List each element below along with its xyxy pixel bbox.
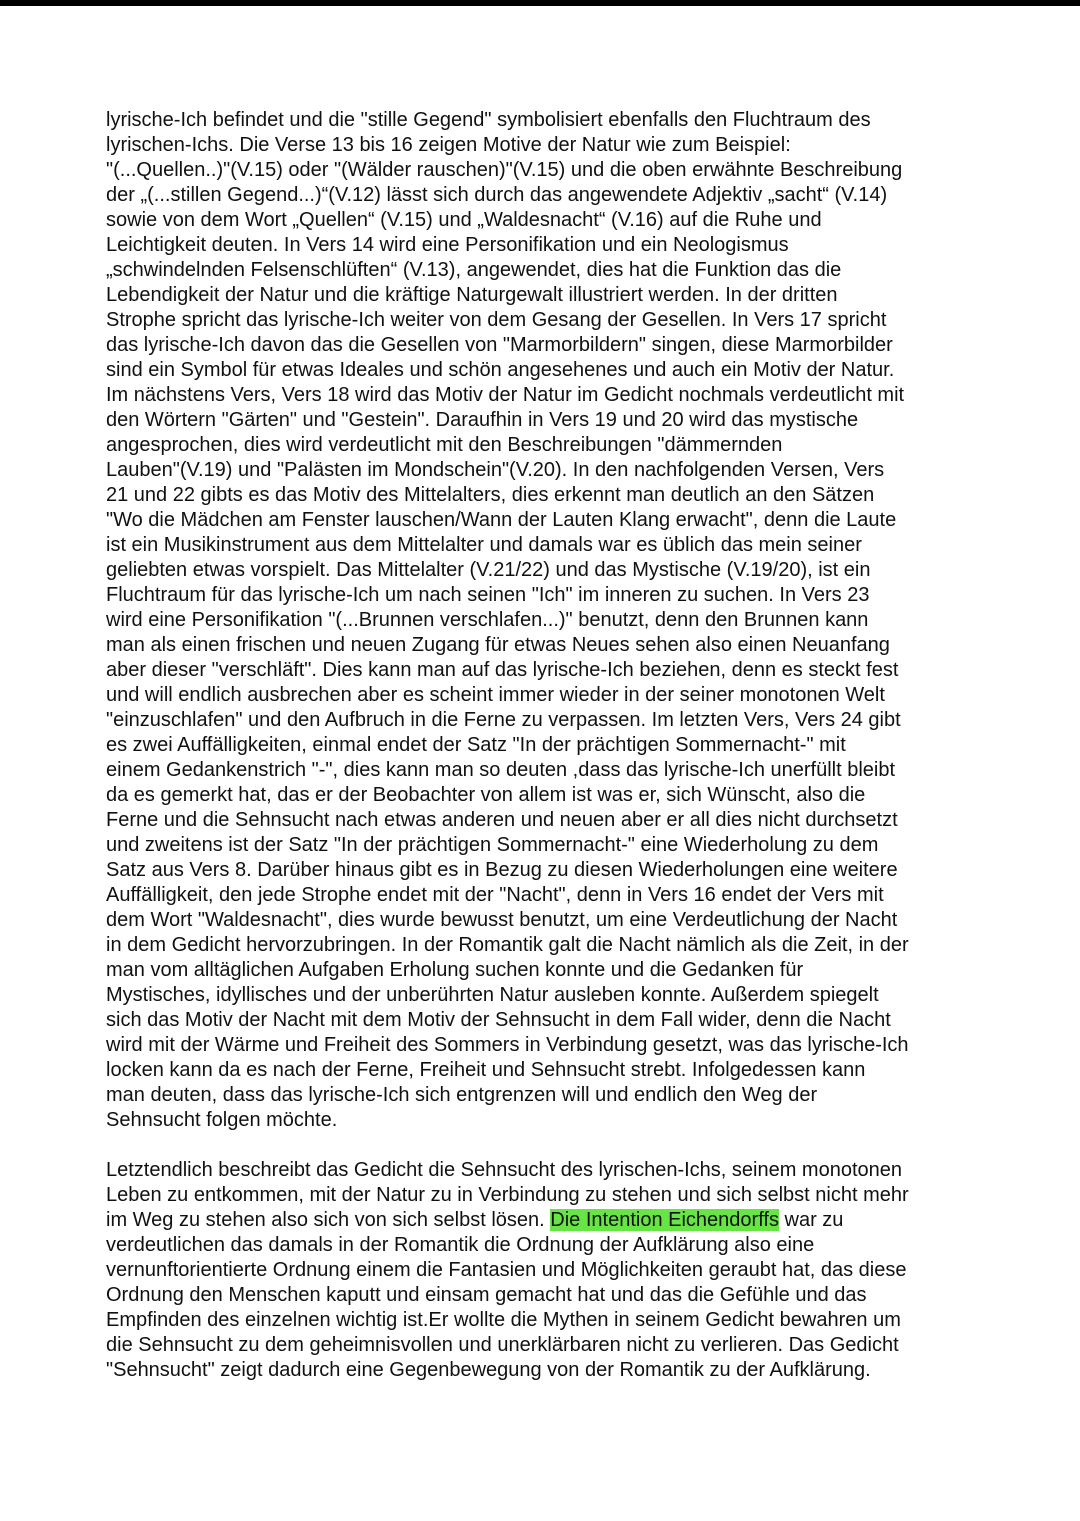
analysis-paragraph: lyrische-Ich befindet und die "stille Gegend" symbolisiert ebenfalls den Fluchtraum des lyrischen-Ichs. Die Verse 13 bis 16 zeigen Motive der Natur wie zum Beispiel: "(...Quellen..)"(V.15) oder "(Wälder rauschen)"(V.15) und die oben erwähnte Beschreibung der „(...stillen Gegend...)“(V.12) lässt sich durch das angewendete Adjektiv „sacht“ (V.14) sowie von dem Wort „Quellen“ (V.15) und „Waldesnacht“ (V.16) auf die Ruhe und Leichtigkeit deuten. In Vers 14 wird eine Personifikation und ein Neologismus „schwindelnden Felsenschlüften“ (V.13), angewendet, dies hat die Funktion das die Lebendigkeit der Natur und die kräftige Naturgewalt illustriert werden. In der dritten Strophe spricht das lyrische-Ich weiter von dem Gesang der Gesellen. In Vers 17 spricht das lyrische-Ich davon das die Gesellen von "Marmorbildern" singen, diese Marmorbilder sind ein Symbol für etwas Ideales und schön angesehenes und auch ein Motiv der Natur. Im nächstens Vers, Vers 18 wird das Motiv der Natur im Gedicht nochmals verdeutlicht mit den Wörtern "Gärten" und "Gestein". Daraufhin in Vers 19 und 20 wird das mystische angesprochen, dies wird verdeutlicht mit den Beschreibungen "dämmernden Lauben"(V.19) und "Palästen im Mondschein"(V.20). In den nachfolgenden Versen, Vers 21 und 22 gibts es das Motiv des Mittelalters, dies erkennt man deutlich an den Sätzen "Wo die Mädchen am Fenster lauschen/Wann der Lauten Klang erwacht", denn die Laute ist ein Musikinstrument aus dem Mittelalter und damals war es üblich das mein seiner geliebten etwas vorspielt. Das Mittelalter (V.21/22) und das Mystische (V.19/20), ist ein Fluchtraum für das lyrische-Ich um nach seinen "Ich" im inneren zu suchen. In Vers 23 wird eine Personifikation "(...Brunnen verschlafen...)" benutzt, denn den Brunnen kann man als einen frischen und neuen Zugang für etwas Neues sehen also einen Neuanfang aber dieser "verschläft". Dies kann man auf das lyrische-Ich beziehen, denn es steckt fest und will endlich ausbrechen aber es scheint immer wieder in der seiner monotonen Welt "einzuschlafen" und den Aufbruch in die Ferne zu verpassen. Im letzten Vers, Vers 24 gibt es zwei Auffälligkeiten, einmal endet der Satz "In der prächtigen Sommernacht-" mit einem Gedankenstrich "-", dies kann man so deuten ,dass das lyrische-Ich unerfüllt bleibt da es gemerkt hat, das er der Beobachter von allem ist was er, sich Wünscht, also die Ferne und die Sehnsucht nach etwas anderen und neuen aber er all dies nicht durchsetzt und zweitens ist der Satz "In der prächtigen Sommernacht-" eine Wiederholung zu dem Satz aus Vers 8. Darüber hinaus gibt es in Bezug zu diesen Wiederholungen eine weitere Auffälligkeit, den jede Strophe endet mit der "Nacht", denn in Vers 16 endet der Vers mit dem Wort "Waldesnacht", dies wurde bewusst benutzt, um eine Verdeutlichung der Nacht in dem Gedicht hervorzubringen. In der Romantik galt die Nacht nämlich als die Zeit, in der man vom alltäglichen Aufgaben Erholung suchen konnte und die Gedanken für Mystisches, idyllisches und der unberührten Natur ausleben konnte. Außerdem spiegelt sich das Motiv der Nacht mit dem Motiv der Sehnsucht in dem Fall wider, denn die Nacht wird mit der Wärme und Freiheit des Sommers in Verbindung gesetzt, was das lyrische-Ich locken kann da es nach der Ferne, Freiheit und Sehnsucht strebt. Infolgedessen kann man deuten, dass das lyrische-Ich sich entgrenzen will und endlich den Weg der Sehnsucht folgen möchte. bbox=[106, 109, 909, 1131]
document-page bbox=[106, 108, 990, 1383]
conclusion-paragraph bbox=[106, 1158, 990, 1383]
conclusion-text-before: Letztendlich beschreibt das Gedicht die Sehnsucht des lyrischen-Ichs, seinem monotonen Leben zu entkommen, mit der Natur zu in Verbindung zu stehen und sich selbst nicht mehr im Weg zu stehen also sich von sich selbst lösen. bbox=[106, 1159, 909, 1231]
highlighted-intention: Die Intention Eichendorffs bbox=[550, 1209, 779, 1231]
top-border bbox=[0, 0, 1080, 6]
conclusion-text-after: war zu verdeutlichen das damals in der Romantik die Ordnung der Aufklärung also eine vernunftorientierte Ordnung einem die Fantasien und Möglichkeiten geraubt hat, das diese Ordnung den Menschen kaputt und einsam gemacht hat und das die Gefühle und das Empfinden des einzelnen wichtig ist.Er wollte die Mythen in seinem Gedicht bewahren um die Sehnsucht zu dem geheimnisvollen und unerklärbaren nicht zu verlieren. Das Gedicht "Sehnsucht" zeigt dadurch eine Gegenbewegung von der Romantik zu der Aufklärung. bbox=[106, 1209, 907, 1381]
